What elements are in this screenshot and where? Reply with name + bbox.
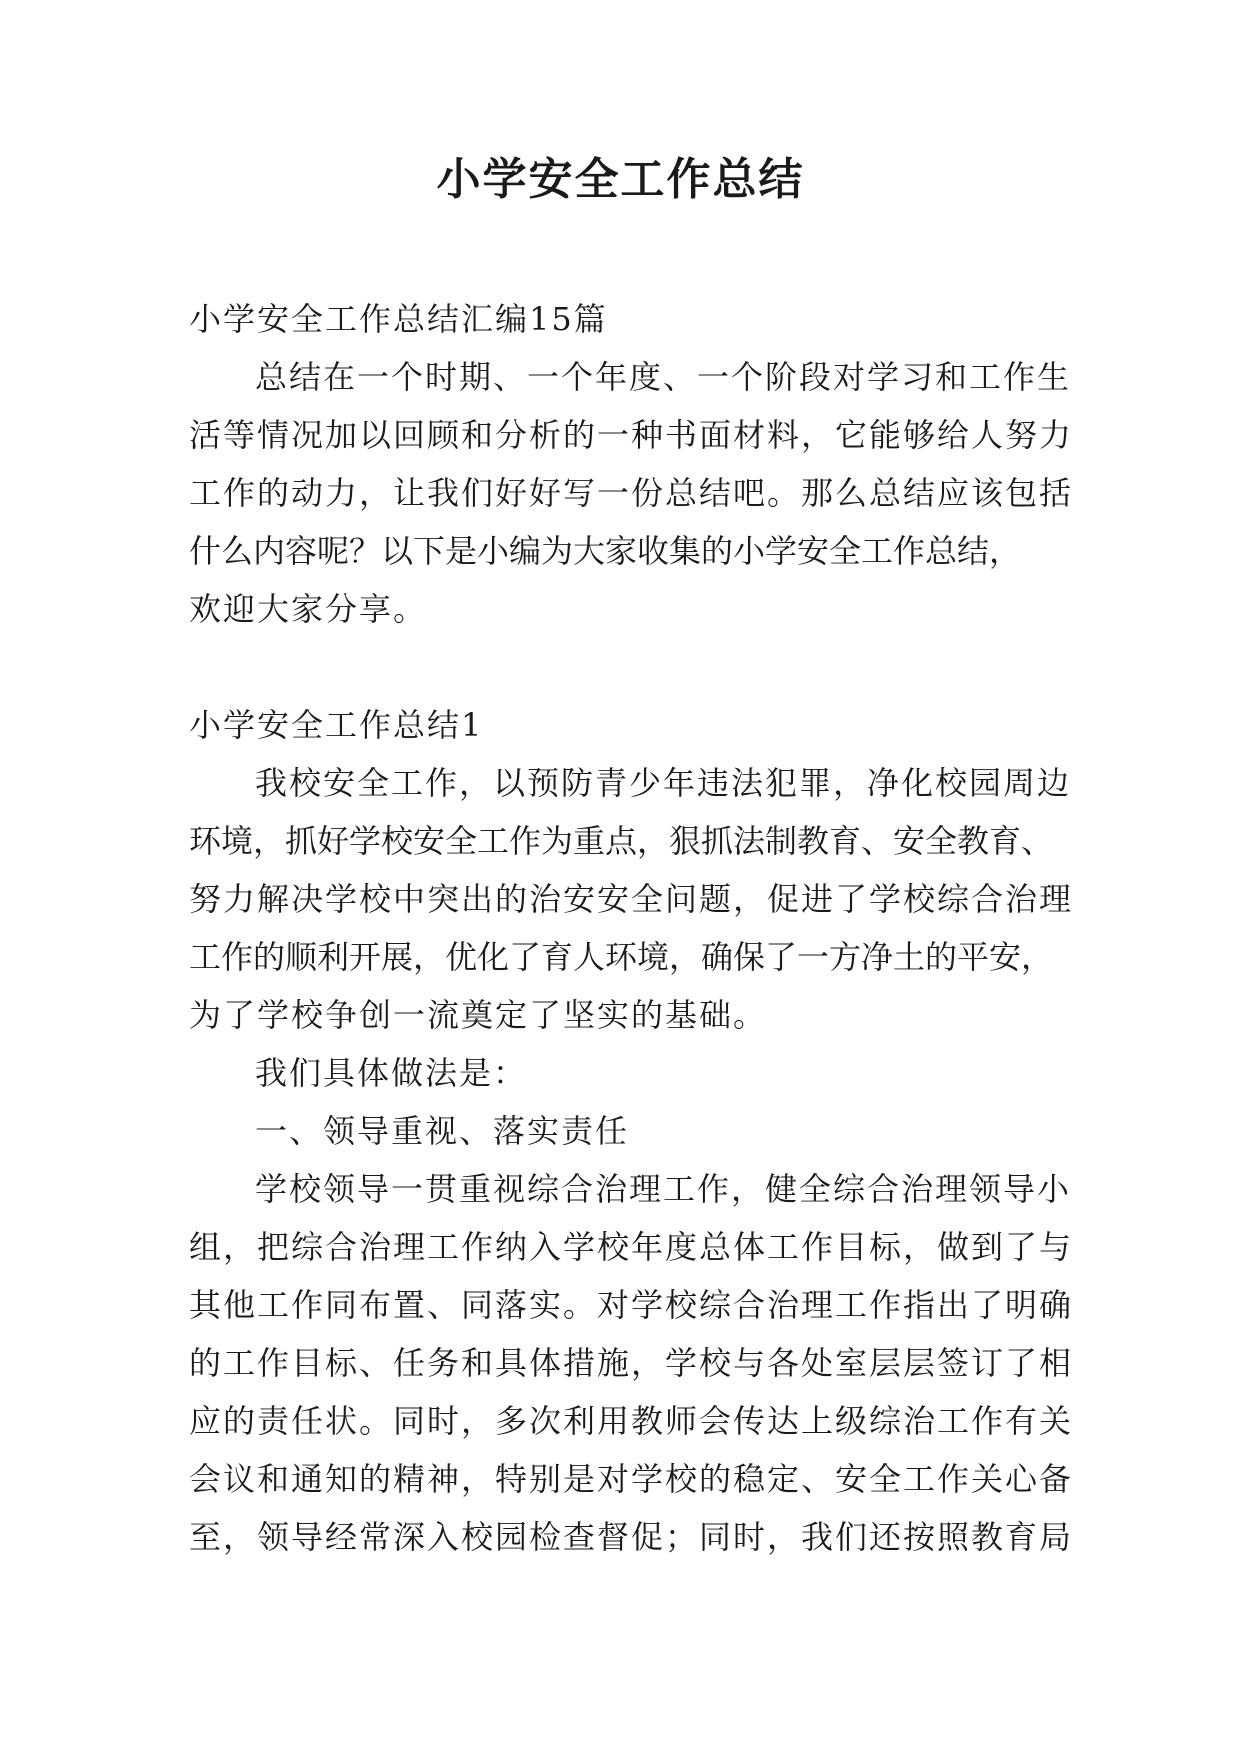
intro-line: 总结在一个时期、一个年度、一个阶段对学习和工作生	[255, 358, 1072, 396]
body-line: 应的责任状。同时，多次利用教师会传达上级综治工作有关	[189, 1402, 1074, 1440]
document-title: 小学安全工作总结	[436, 154, 805, 205]
body-line: 努力解决学校中突出的治安安全问题，促进了学校综合治理	[189, 880, 1074, 918]
document-subtitle: 小学安全工作总结汇编15篇	[189, 300, 608, 338]
paragraph-spacer	[189, 638, 1055, 696]
body-line: 的工作目标、任务和具体措施，学校与各处室层层签订了相	[189, 1344, 1074, 1382]
method-line: 我们具体做法是：	[255, 1054, 528, 1092]
section-heading: 小学安全工作总结1	[189, 706, 484, 744]
body-line: 学校领导一贯重视综合治理工作，健全综合治理领导小	[255, 1170, 1072, 1208]
body-line: 为了学校争创一流奠定了坚实的基础。	[189, 996, 768, 1034]
point-heading: 一、领导重视、落实责任	[255, 1112, 630, 1150]
body-line: 至，领导经常深入校园检查督促；同时，我们还按照教育局	[189, 1518, 1074, 1556]
body-line: 工作的顺利开展，优化了育人环境，确保了一方净土的平安，	[189, 938, 1054, 976]
intro-line: 什么内容呢？以下是小编为大家收集的小学安全工作总结，	[189, 532, 1022, 570]
body-line: 我校安全工作，以预防青少年违法犯罪，净化校园周边	[255, 764, 1072, 802]
intro-line: 活等情况加以回顾和分析的一种书面材料，它能够给人努力	[189, 416, 1074, 454]
body-line: 会议和通知的精神，特别是对学校的稳定、安全工作关心备	[189, 1460, 1074, 1498]
body-line: 其他工作同布置、同落实。对学校综合治理工作指出了明确	[189, 1286, 1074, 1324]
body-line: 环境，抓好学校安全工作为重点，狠抓法制教育、安全教育、	[189, 822, 1054, 860]
document-body	[189, 290, 1074, 1566]
body-line: 组，把综合治理工作纳入学校年度总体工作目标，做到了与	[189, 1228, 1074, 1266]
intro-line: 工作的动力，让我们好好写一份总结吧。那么总结应该包括	[189, 474, 1074, 512]
intro-line: 欢迎大家分享。	[189, 590, 428, 628]
